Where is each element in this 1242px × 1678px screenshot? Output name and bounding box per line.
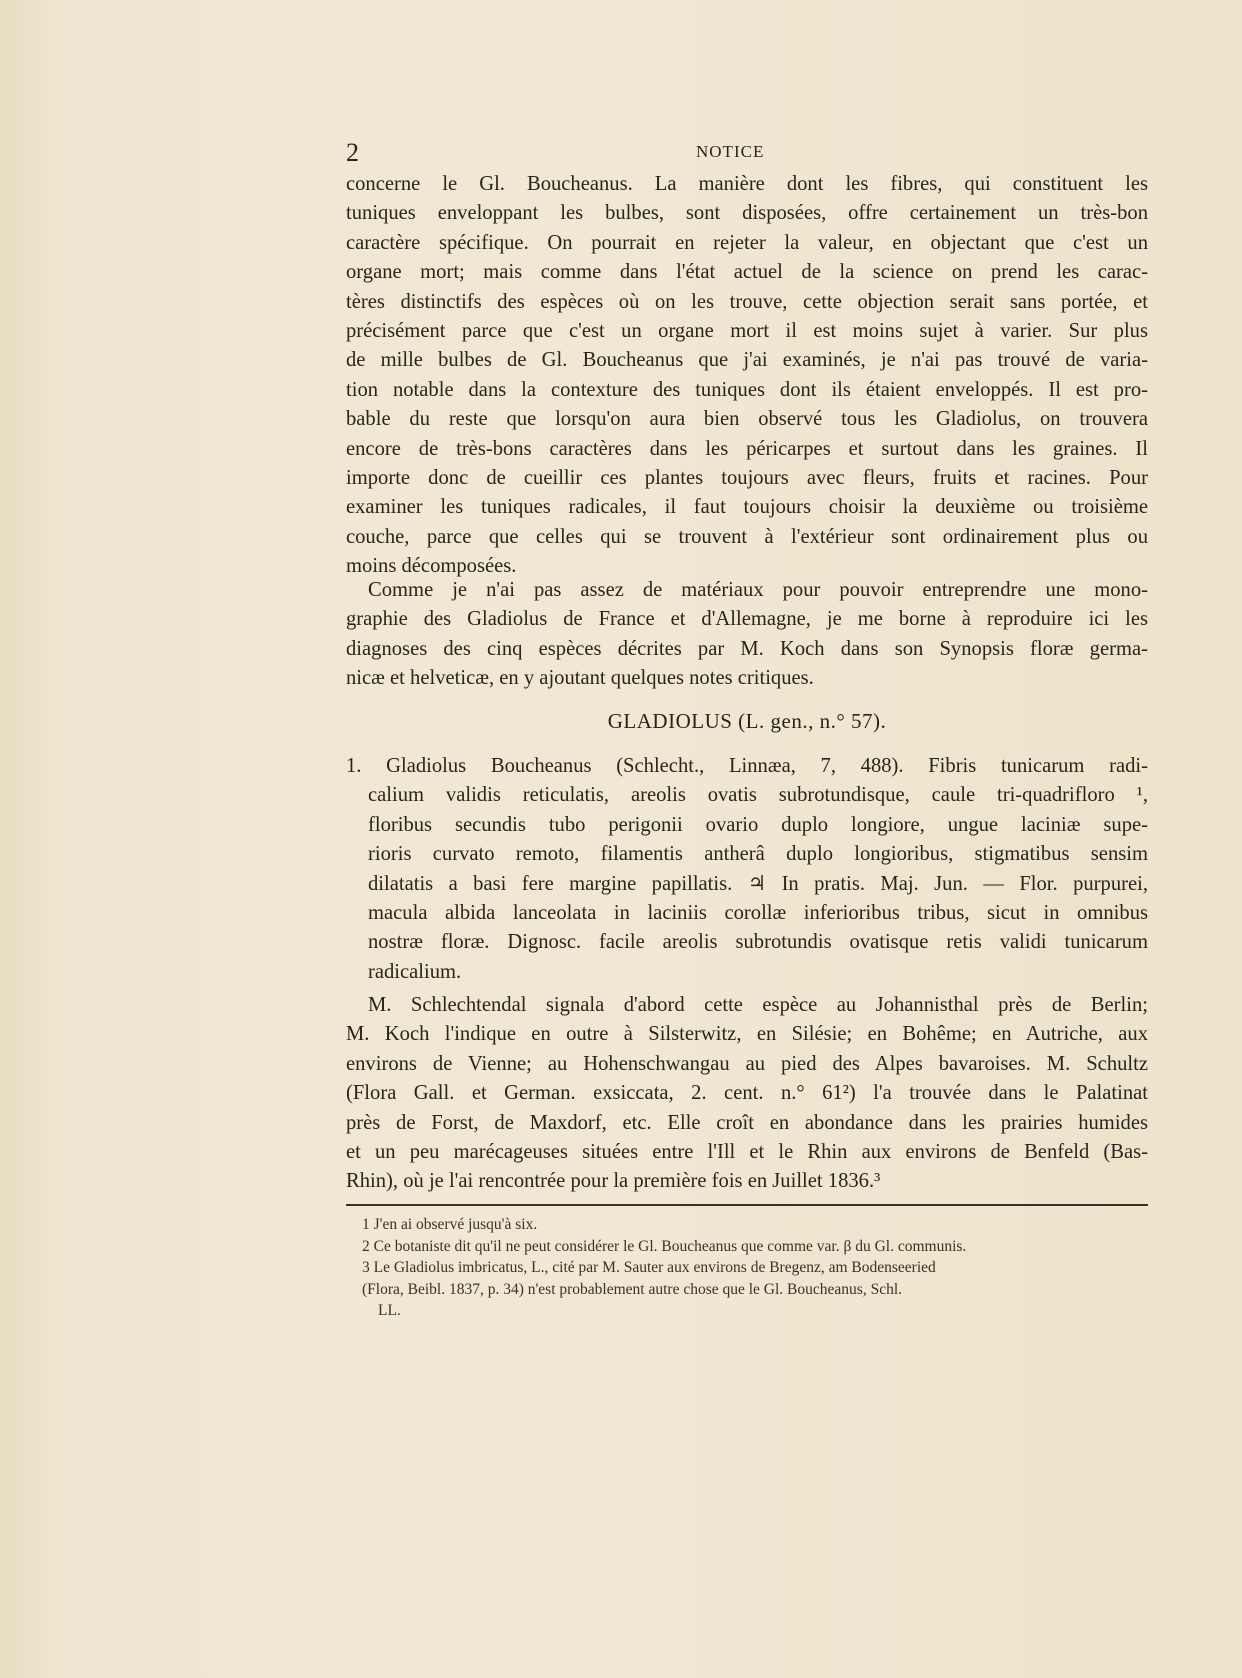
- footnote: 2 Ce botaniste dit qu'il ne peut considérer le Gl. Boucheanus que comme var. β du Gl. communis.: [362, 1237, 967, 1255]
- paragraph-3: [346, 991, 1148, 1197]
- text-line: macula albida lanceolata in laciniis corollæ inferioribus tribus, sicut in omnibus: [368, 902, 1148, 925]
- text-line: et un peu marécageuses situées entre l'Ill et le Rhin aux environs de Benfeld (Bas-: [346, 1141, 1148, 1164]
- text-line: près de Forst, de Maxdorf, etc. Elle croît en abondance dans les prairies humides: [346, 1111, 1148, 1134]
- text-line: graphie des Gladiolus de France et d'Allemagne, je me borne à reproduire ici les: [346, 608, 1148, 631]
- text-line: caractère spécifique. On pourrait en rejeter la valeur, en objectant que c'est un: [346, 231, 1148, 254]
- text-line: tion notable dans la contexture des tuniques dont ils étaient enveloppés. Il est pro-: [346, 378, 1148, 401]
- footnote: (Flora, Beibl. 1837, p. 34) n'est probablement autre chose que le Gl. Boucheanus, Schl.: [362, 1280, 903, 1298]
- page-header: [346, 138, 1148, 172]
- text-line: Rhin), où je l'ai rencontrée pour la première fois en Juillet 1836.³: [346, 1170, 881, 1193]
- text-line: floribus secundis tubo perigonii ovario duplo longiore, ungue laciniæ supe-: [368, 813, 1148, 836]
- species-description: [346, 752, 1148, 987]
- text-line: précisément parce que c'est un organe mort il est moins sujet à varier. Sur plus: [346, 320, 1148, 343]
- text-line: encore de très-bons caractères dans les péricarpes et surtout dans les graines. Il: [346, 437, 1148, 460]
- text-line: tères distinctifs des espèces où on les trouve, cette objection serait sans portée, et: [346, 290, 1148, 313]
- text-line: organe mort; mais comme dans l'état actuel de la science on prend les carac-: [346, 261, 1148, 284]
- paragraph-2: [346, 576, 1148, 694]
- page-number: 2: [346, 138, 359, 167]
- footnote-signature: LL.: [378, 1302, 401, 1319]
- text-line: bable du reste que lorsqu'on aura bien observé tous les Gladiolus, on trouvera: [346, 408, 1148, 431]
- footnote: 1 J'en ai observé jusqu'à six.: [362, 1216, 538, 1233]
- text-line: de mille bulbes de Gl. Boucheanus que j'ai examinés, je n'ai pas trouvé de varia-: [346, 349, 1148, 372]
- text-line: M. Schlechtendal signala d'abord cette espèce au Johannisthal près de Berlin;: [368, 994, 1148, 1016]
- text-line: diagnoses des cinq espèces décrites par M. Koch dans son Synopsis floræ germa-: [346, 637, 1148, 660]
- running-title: NOTICE: [696, 142, 765, 161]
- footnote: 3 Le Gladiolus imbricatus, L., cité par M. Sauter aux environs de Bregenz, am Bodenseeried: [362, 1259, 936, 1276]
- text-line: radicalium.: [368, 960, 462, 983]
- text-line: rioris curvato remoto, filamentis antherâ duplo longioribus, stigmatibus sensim: [368, 843, 1148, 866]
- footnote-rule: [346, 1204, 1148, 1206]
- text-line: concerne le Gl. Boucheanus. La manière dont les fibres, qui constituent les: [346, 173, 1148, 195]
- text-line: moins décomposées.: [346, 555, 517, 578]
- text-line: couche, parce que celles qui se trouvent à l'extérieur sont ordinairement plus ou: [346, 525, 1148, 548]
- text-line: tuniques enveloppant les bulbes, sont disposées, offre certainement un très-bon: [346, 202, 1148, 225]
- text-line: (Flora Gall. et German. exsiccata, 2. cent. n.° 61²) l'a trouvée dans le Palatinat: [346, 1082, 1148, 1105]
- footnotes: [362, 1214, 1148, 1322]
- text-line: M. Koch l'indique en outre à Silsterwitz, en Silésie; en Bohême; en Autriche, aux: [346, 1023, 1148, 1046]
- text-line: 1. Gladiolus Boucheanus (Schlecht., Linnæa, 7, 488). Fibris tunicarum radi-: [346, 755, 1148, 777]
- text-line: importe donc de cueillir ces plantes toujours avec fleurs, fruits et racines. Pour: [346, 467, 1148, 490]
- text-line: nicæ et helveticæ, en y ajoutant quelques notes critiques.: [346, 667, 814, 690]
- genus-heading: GLADIOLUS (L. gen., n.° 57).: [607, 709, 887, 733]
- paragraph-1: [346, 170, 1148, 582]
- text-line: dilatatis a basi fere margine papillatis. ♃ In pratis. Maj. Jun. — Flor. purpurei,: [368, 872, 1148, 895]
- text-line: calium validis reticulatis, areolis ovatis subrotundisque, caule tri-quadrifloro ¹,: [368, 784, 1148, 807]
- text-line: environs de Vienne; au Hohenschwangau au pied des Alpes bavaroises. M. Schultz: [346, 1052, 1148, 1075]
- text-line: examiner les tuniques radicales, il faut toujours choisir la deuxième ou troisième: [346, 496, 1148, 519]
- text-line: Comme je n'ai pas assez de matériaux pour pouvoir entreprendre une mono-: [368, 579, 1148, 601]
- text-line: nostræ floræ. Dignosc. facile areolis subrotundis ovatisque retis validi tunicarum: [368, 931, 1148, 954]
